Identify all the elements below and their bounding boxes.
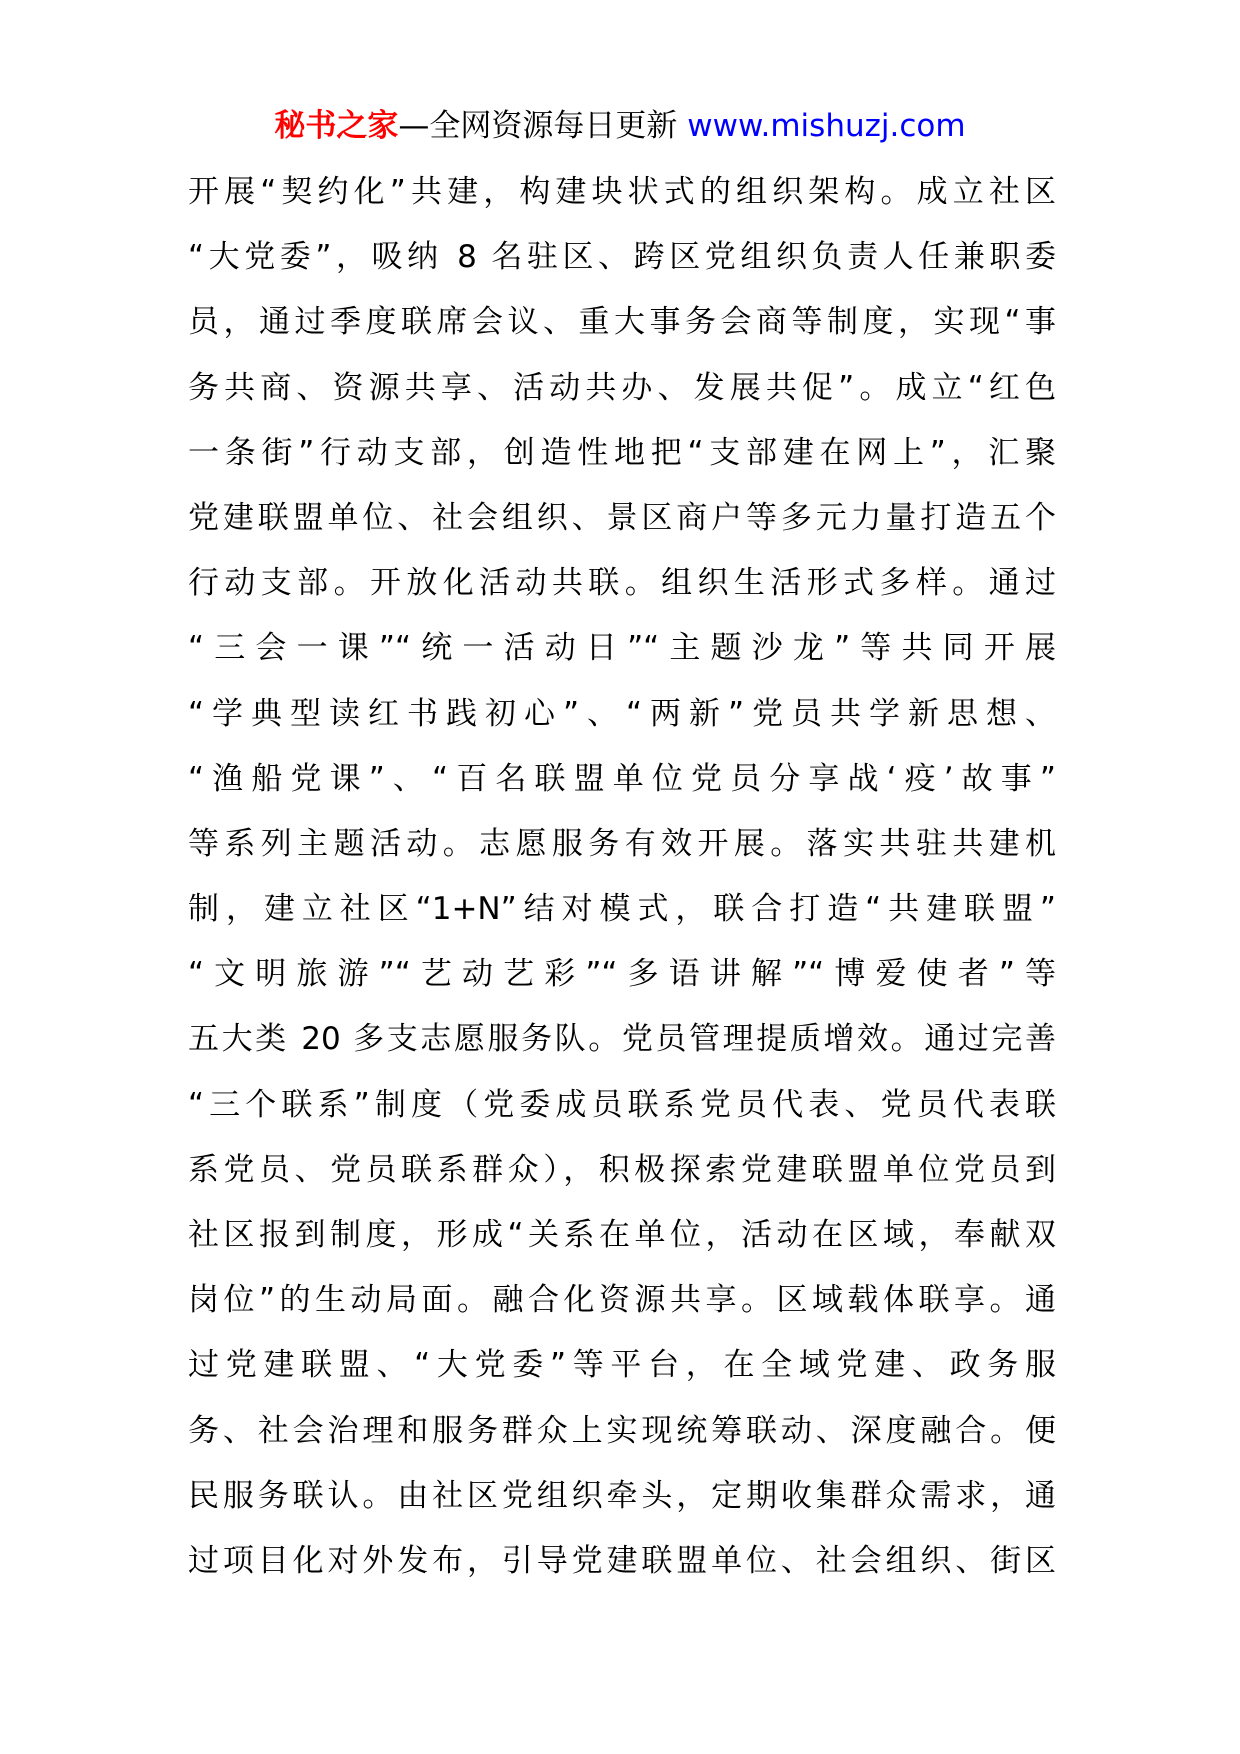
brand-name: 秘书之家 <box>274 108 399 144</box>
text-line: 一条街”行动支部，创造性地把“支部建在网上”，汇聚 <box>188 434 1056 471</box>
text-line: “文明旅游”“艺动艺彩”“多语讲解”“博爱使者”等 <box>188 956 1056 993</box>
text-line: 务共商、资源共享、活动共办、发展共促”。成立“红色 <box>188 369 1056 406</box>
text-line: 过项目化对外发布，引导党建联盟单位、社会组织、街区 <box>188 1542 1056 1579</box>
text-line: 开展“契约化”共建，构建块状式的组织架构。成立社区 <box>188 174 1056 210</box>
text-line: 社区报到制度，形成“关系在单位，活动在区域，奉献双 <box>188 1217 1056 1253</box>
text-line: “三个联系”制度（党委成员联系党员代表、党员代表联 <box>188 1086 1056 1123</box>
text-line: “学典型读红书践初心”、“两新”党员共学新思想、 <box>188 695 1056 732</box>
text-line: 制，建立社区“1+N”结对模式，联合打造“共建联盟” <box>188 891 1056 928</box>
text-line: 过党建联盟、“大党委”等平台，在全域党建、政务服 <box>188 1347 1056 1384</box>
text-line: 岗位”的生动局面。融合化资源共享。区域载体联享。通 <box>188 1282 1056 1319</box>
text-line: 等系列主题活动。志愿服务有效开展。落实共驻共建机 <box>188 825 1056 862</box>
text-line: 党建联盟单位、社会组织、景区商户等多元力量打造五个 <box>188 499 1056 536</box>
text-line: 务、社会治理和服务群众上实现统筹联动、深度融合。便 <box>188 1412 1056 1449</box>
text-line: “大党委”，吸纳 8 名驻区、跨区党组织负责人任兼职委 <box>188 239 1056 276</box>
text-line: 五大类 20 多支志愿服务队。党员管理提质增效。通过完善 <box>188 1021 1056 1058</box>
text-line: 民服务联认。由社区党组织牵头，定期收集群众需求，通 <box>188 1477 1056 1514</box>
text-line: 行动支部。开放化活动共联。组织生活形式多样。通过 <box>188 565 1056 602</box>
text-line: 系党员、党员联系群众），积极探索党建联盟单位党员到 <box>188 1151 1056 1188</box>
text-line: “渔船党课”、“百名联盟单位党员分享战‘疫’故事” <box>188 760 1056 797</box>
body-text <box>188 160 1056 1594</box>
text-line: “三会一课”“统一活动日”“主题沙龙”等共同开展 <box>188 630 1056 667</box>
text-line: 员，通过季度联席会议、重大事务会商等制度，实现“事 <box>188 304 1056 341</box>
header-tagline: —全网资源每日更新 <box>398 108 678 144</box>
page-header <box>0 98 1240 154</box>
website-link[interactable]: www.mishuzj.com <box>687 108 966 144</box>
